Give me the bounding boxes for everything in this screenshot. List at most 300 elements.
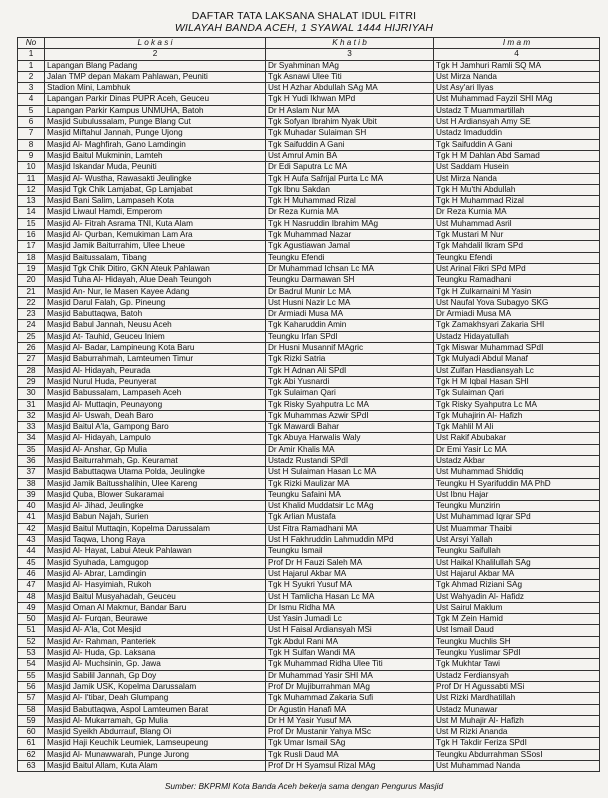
row-number: 39: [18, 489, 45, 500]
khatib-cell: Tgk Muhammad Zakaria Sufi: [266, 693, 434, 704]
row-number: 11: [18, 173, 45, 184]
imam-cell: Teungku H Syarifuddin MA PhD: [434, 478, 600, 489]
lokasi-cell: Masjid Al- Uswah, Deah Baro: [45, 410, 266, 421]
row-number: 53: [18, 648, 45, 659]
table-row: [18, 365, 600, 376]
imam-cell: Tgk H Takdir Feriza SPdI: [434, 738, 600, 749]
imam-cell: Dr Armiadi Musa MA: [434, 309, 600, 320]
row-number: 29: [18, 376, 45, 387]
row-number: 37: [18, 467, 45, 478]
table-row: [18, 580, 600, 591]
khatib-cell: Tgk Asnawi Ulee Titi: [266, 71, 434, 82]
row-number: 30: [18, 388, 45, 399]
source-note: Sumber: BKPRMI Kota Banda Aceh bekerja sama dengan Pengurus Masjid: [164, 781, 444, 791]
khatib-cell: Dr Muhammad Ichsan Lc MA: [266, 263, 434, 274]
imam-cell: Ust Asy'ari Ilyas: [434, 83, 600, 94]
row-number: 56: [18, 681, 45, 692]
row-number: 61: [18, 738, 45, 749]
row-number: 8: [18, 139, 45, 150]
table-row: [18, 83, 600, 94]
khatib-cell: Tgk H Muhammad Rizal: [266, 196, 434, 207]
imam-cell: Ustadz Hidayatullah: [434, 331, 600, 342]
khatib-cell: Ust Amrul Amin BA: [266, 150, 434, 161]
khatib-cell: Tgk Ibnu Sakdan: [266, 184, 434, 195]
imam-cell: Teungku Saifullah: [434, 546, 600, 557]
row-number: 12: [18, 184, 45, 195]
imam-cell: Ust Arsyi Yallah: [434, 535, 600, 546]
table-row: [18, 478, 600, 489]
lokasi-cell: Masjid Liwaul Hamdi, Emperom: [45, 207, 266, 218]
lokasi-cell: Masjid Nurul Huda, Peunyerat: [45, 376, 266, 387]
table-row: [18, 117, 600, 128]
imam-cell: Ust Haikal Khalilullah SAg: [434, 557, 600, 568]
khatib-cell: Tgk Sofyan Ibrahim Nyak Ubit: [266, 117, 434, 128]
table-row: [18, 659, 600, 670]
lokasi-cell: Masjid Al- Anshar, Gp Mulia: [45, 444, 266, 455]
lokasi-cell: Masjid Al- Huda, Gp. Laksana: [45, 648, 266, 659]
row-number: 16: [18, 230, 45, 241]
row-number: 2: [18, 71, 45, 82]
khatib-cell: Dr Armiadi Musa MA: [266, 309, 434, 320]
row-number: 26: [18, 343, 45, 354]
imam-cell: Tgk H Zulkarnaini M Yasin: [434, 286, 600, 297]
table-row: [18, 410, 600, 421]
lokasi-cell: Masjid Darul Falah, Gp. Pineung: [45, 297, 266, 308]
imam-cell: Ust Ibnu Hajar: [434, 489, 600, 500]
imam-cell: Dr Emi Yasir Lc MA: [434, 444, 600, 455]
lokasi-cell: Masjid Jamik USK, Kopelma Darussalam: [45, 681, 266, 692]
table-row: [18, 297, 600, 308]
row-number: 40: [18, 501, 45, 512]
lokasi-cell: Masjid Al- Maghfirah, Gano Lamdingin: [45, 139, 266, 150]
khatib-cell: Tgk Muhammad Ridha Ulee Titi: [266, 659, 434, 670]
header-no: No: [18, 38, 45, 49]
table-row: [18, 320, 600, 331]
table-row: [18, 738, 600, 749]
khatib-cell: Prof Dr H Syamsul Rizal MAg: [266, 761, 434, 772]
lokasi-cell: Masjid Al- Jihad, Jeulingke: [45, 501, 266, 512]
table-row: [18, 399, 600, 410]
imam-cell: Ust Saddam Husein: [434, 162, 600, 173]
imam-cell: Tgk Ahmad Riziani SAg: [434, 580, 600, 591]
imam-cell: Ust Zulfan Hasdiansyah Lc: [434, 365, 600, 376]
lokasi-cell: Lapangan Blang Padang: [45, 60, 266, 71]
imam-cell: Ust Mirza Nanda: [434, 71, 600, 82]
imam-cell: Ust Muhammad Shiddiq: [434, 467, 600, 478]
header-lokasi: L o k a s i: [45, 38, 266, 49]
table-row: [18, 681, 600, 692]
table-row: [18, 275, 600, 286]
imam-cell: Ust Mirza Nanda: [434, 173, 600, 184]
lokasi-cell: Masjid An- Nur, Ie Masen Kayee Adang: [45, 286, 266, 297]
row-number: 49: [18, 602, 45, 613]
imam-cell: Prof Dr H Agussabti MSi: [434, 681, 600, 692]
lokasi-cell: Masjid Al- Mukarramah, Gp Mulia: [45, 715, 266, 726]
imam-cell: Ust Muhammad Nanda: [434, 761, 600, 772]
imam-cell: Ust Muhammad Fayzil SHI MAg: [434, 94, 600, 105]
imam-cell: Tgk Mahdalil Ikram SPd: [434, 241, 600, 252]
row-number: 24: [18, 320, 45, 331]
lokasi-cell: Masjid Tgk Chik Lamjabat, Gp Lamjabat: [45, 184, 266, 195]
khatib-cell: Ust Fitra Ramadhani MA: [266, 523, 434, 534]
table-row: [18, 139, 600, 150]
khatib-cell: Tgk H Sulfan Wandi MA: [266, 648, 434, 659]
document-title: DAFTAR TATA LAKSANA SHALAT IDUL FITRI: [191, 10, 417, 22]
imam-cell: Tgk H M Iqbal Hasan SHI: [434, 376, 600, 387]
row-number: 4: [18, 94, 45, 105]
khatib-cell: Tgk Kaharuddin Amin: [266, 320, 434, 331]
imam-cell: Tgk Sulaiman Qari: [434, 388, 600, 399]
lokasi-cell: Masjid Al- Hayat, Labui Ateuk Pahlawan: [45, 546, 266, 557]
imam-cell: Dr Reza Kurnia MA: [434, 207, 600, 218]
table-row: [18, 422, 600, 433]
khatib-cell: Dr H Aslam Nur MA: [266, 105, 434, 116]
table-row: [18, 388, 600, 399]
row-number: 60: [18, 727, 45, 738]
table-row: [18, 376, 600, 387]
lokasi-cell: Masjid Haji Keuchik Leumiek, Lamseupeung: [45, 738, 266, 749]
imam-cell: Teungku Munzirin: [434, 501, 600, 512]
table-row: [18, 433, 600, 444]
table-row: [18, 444, 600, 455]
imam-cell: Tgk Mahlil M Ali: [434, 422, 600, 433]
row-number: 44: [18, 546, 45, 557]
lokasi-cell: Masjid Al- Munawwarah, Punge Jurong: [45, 749, 266, 760]
imam-cell: Ust Arinal Fikri SPd MPd: [434, 263, 600, 274]
table-row: [18, 512, 600, 523]
row-number: 50: [18, 614, 45, 625]
khatib-cell: Tgk Rizki Satria: [266, 354, 434, 365]
table-row: [18, 715, 600, 726]
row-number: 62: [18, 749, 45, 760]
table-row: [18, 727, 600, 738]
row-number: 3: [18, 83, 45, 94]
khatib-cell: Tgk Risky Syahputra Lc MA: [266, 399, 434, 410]
table-row: [18, 173, 600, 184]
khatib-cell: Tgk Muhammas Azwir SPdI: [266, 410, 434, 421]
row-number: 15: [18, 218, 45, 229]
khatib-cell: Tgk Agustiawan Jamal: [266, 241, 434, 252]
khatib-cell: Prof Dr Mustanir Yahya MSc: [266, 727, 434, 738]
imam-cell: Ust Muhammad Asril: [434, 218, 600, 229]
imam-cell: Ust Wahyadin Al- Hafidz: [434, 591, 600, 602]
row-number: 36: [18, 455, 45, 466]
khatib-cell: Teungku Ismail: [266, 546, 434, 557]
khatib-cell: Ust Khalid Muddatsir Lc MAg: [266, 501, 434, 512]
row-number: 47: [18, 580, 45, 591]
table-row: [18, 71, 600, 82]
khatib-cell: Ust Husni Nazir Lc MA: [266, 297, 434, 308]
lokasi-cell: Masjid Al- A'la, Cot Mesjid: [45, 625, 266, 636]
table-row: [18, 128, 600, 139]
document-subtitle: WILAYAH BANDA ACEH, 1 SYAWAL 1444 HIJRIYAH: [174, 22, 434, 34]
lokasi-cell: Stadion Mini, Lambhuk: [45, 83, 266, 94]
row-number: 57: [18, 693, 45, 704]
row-number: 31: [18, 399, 45, 410]
khatib-cell: Teungku Darmawan SH: [266, 275, 434, 286]
khatib-cell: Prof Dr Mujiburrahman MAg: [266, 681, 434, 692]
imam-cell: Ust Muammar Thaibi: [434, 523, 600, 534]
khatib-cell: Tgk Abuya Harwalis Waly: [266, 433, 434, 444]
row-number: 13: [18, 196, 45, 207]
khatib-cell: Dr Reza Kurnia MA: [266, 207, 434, 218]
table-row: [18, 546, 600, 557]
lokasi-cell: Masjid Al- Hidayah, Peurada: [45, 365, 266, 376]
imam-cell: Ust Naufal Yova Subagyo SKG: [434, 297, 600, 308]
row-number: 59: [18, 715, 45, 726]
row-number: 33: [18, 422, 45, 433]
imam-cell: Ustadz T Muammartillah: [434, 105, 600, 116]
table-row: [18, 704, 600, 715]
table-row: [18, 693, 600, 704]
khatib-cell: Dr Badrul Munir Lc MA: [266, 286, 434, 297]
table-row: [18, 94, 600, 105]
row-number: 54: [18, 659, 45, 670]
table-row: [18, 591, 600, 602]
table-row: [18, 105, 600, 116]
khatib-cell: Ust H Sulaiman Hasan Lc MA: [266, 467, 434, 478]
khatib-cell: Tgk H Aufa Safrijal Purta Lc MA: [266, 173, 434, 184]
lokasi-cell: Masjid Baburrahmah, Lamteumen Timur: [45, 354, 266, 365]
table-row: [18, 523, 600, 534]
lokasi-cell: Masjid Babuttaqwa, Aspol Lamteumen Barat: [45, 704, 266, 715]
column-index-row: [18, 49, 600, 60]
row-number: 18: [18, 252, 45, 263]
table-row: [18, 557, 600, 568]
row-number: 25: [18, 331, 45, 342]
imam-cell: Ustadz Munawar: [434, 704, 600, 715]
khatib-cell: Ustadz Rustandi SPdI: [266, 455, 434, 466]
row-number: 9: [18, 150, 45, 161]
imam-cell: Tgk Saifuddin A Gani: [434, 139, 600, 150]
header-khatib: K h a t i b: [266, 38, 434, 49]
table-row: [18, 761, 600, 772]
lokasi-cell: Masjid Ar- Rahman, Panteriek: [45, 636, 266, 647]
table-row: [18, 489, 600, 500]
row-number: 43: [18, 535, 45, 546]
row-number: 20: [18, 275, 45, 286]
khatib-cell: Ust H Tamlicha Hasan Lc MA: [266, 591, 434, 602]
imam-cell: Teungku Abdurrahman SSosI: [434, 749, 600, 760]
row-number: 22: [18, 297, 45, 308]
table-row: [18, 218, 600, 229]
imam-cell: Ust Sairul Maklum: [434, 602, 600, 613]
table-row: [18, 636, 600, 647]
imam-cell: Ust Rizki Mardhatillah: [434, 693, 600, 704]
lokasi-cell: Lapangan Parkir Kampus UNMUHA, Batoh: [45, 105, 266, 116]
khatib-cell: Dr Agustin Hanafi MA: [266, 704, 434, 715]
row-number: 7: [18, 128, 45, 139]
khatib-cell: Tgk H Yudi Ikhwan MPd: [266, 94, 434, 105]
lokasi-cell: Masjid Tgk Chik Ditiro, GKN Ateuk Pahlawan: [45, 263, 266, 274]
table-row: [18, 354, 600, 365]
row-number: 6: [18, 117, 45, 128]
table-row: [18, 467, 600, 478]
lokasi-cell: Masjid Syuhada, Lamgugop: [45, 557, 266, 568]
table-row: [18, 309, 600, 320]
lokasi-cell: Masjid Al- Hidayah, Lampulo: [45, 433, 266, 444]
imam-cell: Ust Ismail Daud: [434, 625, 600, 636]
khatib-cell: Dr Husni Musannif MAgric: [266, 343, 434, 354]
table-row: [18, 286, 600, 297]
khatib-cell: Teungku Irfan SPdI: [266, 331, 434, 342]
khatib-cell: Teungku Safaini MA: [266, 489, 434, 500]
row-number: 27: [18, 354, 45, 365]
lokasi-cell: Masjid Baiturrahmah, Gp. Keuramat: [45, 455, 266, 466]
lokasi-cell: Masjid Al- Badar, Lampineung Kota Baru: [45, 343, 266, 354]
lokasi-cell: Masjid At- Tauhid, Geuceu Iniem: [45, 331, 266, 342]
khatib-cell: Tgk H Nasruddin Ibrahim MAg: [266, 218, 434, 229]
imam-cell: Teungku Efendi: [434, 252, 600, 263]
lokasi-cell: Masjid Quba, Blower Sukaramai: [45, 489, 266, 500]
row-number: 32: [18, 410, 45, 421]
imam-cell: Tgk Miswar Muhammad SPdI: [434, 343, 600, 354]
table-row: [18, 263, 600, 274]
row-number: 63: [18, 761, 45, 772]
imam-cell: Teungku Yuslimar SPdI: [434, 648, 600, 659]
khatib-cell: Teungku Efendi: [266, 252, 434, 263]
khatib-cell: Tgk Muhadar Sulaiman SH: [266, 128, 434, 139]
lokasi-cell: Masjid Sabilil Jannah, Gp Doy: [45, 670, 266, 681]
lokasi-cell: Masjid Baitul Musyahadah, Geuceu: [45, 591, 266, 602]
imam-cell: Tgk Mukhtar Tawi: [434, 659, 600, 670]
row-number: 34: [18, 433, 45, 444]
khatib-cell: Tgk Saifuddin A Gani: [266, 139, 434, 150]
row-number: 51: [18, 625, 45, 636]
imam-cell: Tgk Zamakhsyari Zakaria SHI: [434, 320, 600, 331]
khatib-cell: Tgk H Syukri Yusuf MA: [266, 580, 434, 591]
column-index: 4: [434, 49, 600, 60]
row-number: 1: [18, 60, 45, 71]
imam-cell: Tgk M Zein Hamid: [434, 614, 600, 625]
khatib-cell: Dr H M Yasir Yusuf MA: [266, 715, 434, 726]
row-number: 42: [18, 523, 45, 534]
imam-cell: Ust M Muhajir Al- Hafizh: [434, 715, 600, 726]
imam-cell: Tgk H M Dahlan Abd Samad: [434, 150, 600, 161]
imam-cell: Ust Muhammad Iqrar SPd: [434, 512, 600, 523]
table-row: [18, 184, 600, 195]
lokasi-cell: Masjid Al- Qurban, Kemukiman Lam Ara: [45, 230, 266, 241]
khatib-cell: Tgk Sulaiman Qari: [266, 388, 434, 399]
imam-cell: Tgk H Jamhuri Ramli SQ MA: [434, 60, 600, 71]
table-row: [18, 602, 600, 613]
lokasi-cell: Masjid Al- Fitrah Asrama TNI, Kuta Alam: [45, 218, 266, 229]
imam-cell: Tgk H Mu'thi Abdullah: [434, 184, 600, 195]
row-number: 28: [18, 365, 45, 376]
column-index: 3: [266, 49, 434, 60]
table-row: [18, 162, 600, 173]
khatib-cell: Ust Yasin Jumadi Lc: [266, 614, 434, 625]
lokasi-cell: Masjid Al- Wustha, Rawasakti Jeulingke: [45, 173, 266, 184]
khatib-cell: Prof Dr H Fauzi Saleh MA: [266, 557, 434, 568]
lokasi-cell: Masjid Baitul Muttaqin, Kopelma Darussalam: [45, 523, 266, 534]
khatib-cell: Ust H Azhar Abdullah SAg MA: [266, 83, 434, 94]
khatib-cell: Tgk H Adnan Ali SPdI: [266, 365, 434, 376]
table-row: [18, 535, 600, 546]
table-row: [18, 455, 600, 466]
lokasi-cell: Masjid Baitul Mukminin, Lamteh: [45, 150, 266, 161]
imam-cell: Tgk Risky Syahputra Lc MA: [434, 399, 600, 410]
row-number: 45: [18, 557, 45, 568]
khatib-cell: Tgk Rusli Daud MA: [266, 749, 434, 760]
khatib-cell: Ust H Faisal Ardiansyah MSi: [266, 625, 434, 636]
lokasi-cell: Lapangan Parkir Dinas PUPR Aceh, Geuceu: [45, 94, 266, 105]
table-row: [18, 207, 600, 218]
header-imam: I m a m: [434, 38, 600, 49]
table-row: [18, 241, 600, 252]
khatib-cell: Tgk Rizki Maulizar MA: [266, 478, 434, 489]
table-row: [18, 252, 600, 263]
lokasi-cell: Jalan TMP depan Makam Pahlawan, Peuniti: [45, 71, 266, 82]
row-number: 55: [18, 670, 45, 681]
imam-cell: Tgk Muhajirin Al- Hafizh: [434, 410, 600, 421]
khatib-cell: Dr Ismu Ridha MA: [266, 602, 434, 613]
khatib-cell: Tgk Umar Ismail SAg: [266, 738, 434, 749]
lokasi-cell: Masjid Babuttaqwa Utama Polda, Jeulingke: [45, 467, 266, 478]
imam-cell: Teungku Ramadhani: [434, 275, 600, 286]
row-number: 52: [18, 636, 45, 647]
imam-cell: Tgk Mulyadi Abdul Manaf: [434, 354, 600, 365]
imam-cell: Ust H Ardiansyah Amy SE: [434, 117, 600, 128]
row-number: 35: [18, 444, 45, 455]
khatib-cell: Tgk Abdul Rani MA: [266, 636, 434, 647]
row-number: 41: [18, 512, 45, 523]
lokasi-cell: Masjid Jamik Baiturrahim, Ulee Lheue: [45, 241, 266, 252]
lokasi-cell: Masjid Taqwa, Lhong Raya: [45, 535, 266, 546]
lokasi-cell: Masjid Al- Muchsinin, Gp. Jawa: [45, 659, 266, 670]
table-row: [18, 749, 600, 760]
row-number: 23: [18, 309, 45, 320]
imam-cell: Teungku Muchlis SH: [434, 636, 600, 647]
khatib-cell: Tgk Muhammad Nazar: [266, 230, 434, 241]
lokasi-cell: Masjid Miftahul Jannah, Punge Ujong: [45, 128, 266, 139]
lokasi-cell: Masjid Al- Furqan, Beurawe: [45, 614, 266, 625]
imam-cell: Ustadz Akbar: [434, 455, 600, 466]
khatib-cell: Tgk Abi Yusnardi: [266, 376, 434, 387]
table-row: [18, 60, 600, 71]
row-number: 46: [18, 568, 45, 579]
imam-cell: Tgk Mustari M Nur: [434, 230, 600, 241]
lokasi-cell: Masjid Baitussalam, Tibang: [45, 252, 266, 263]
lokasi-cell: Masjid Syeikh Abdurrauf, Blang Oi: [45, 727, 266, 738]
column-index: 1: [18, 49, 45, 60]
lokasi-cell: Masjid Babun Najah, Surien: [45, 512, 266, 523]
imam-cell: Ust Rakif Abubakar: [434, 433, 600, 444]
imam-cell: Ustadz Imaduddin: [434, 128, 600, 139]
lokasi-cell: Masjid Bani Salim, Lampaseh Kota: [45, 196, 266, 207]
imam-cell: Ust Hajarul Akbar MA: [434, 568, 600, 579]
lokasi-cell: Masjid Tuha Al- Hidayah, Alue Deah Teungoh: [45, 275, 266, 286]
row-number: 19: [18, 263, 45, 274]
row-number: 38: [18, 478, 45, 489]
column-index: 2: [45, 49, 266, 60]
table-row: [18, 614, 600, 625]
table-row: [18, 150, 600, 161]
lokasi-cell: Masjid Subulussalam, Punge Blang Cut: [45, 117, 266, 128]
table-row: [18, 568, 600, 579]
row-number: 48: [18, 591, 45, 602]
table-row: [18, 331, 600, 342]
khatib-cell: Dr Amir Khalis MA: [266, 444, 434, 455]
table-row: [18, 230, 600, 241]
lokasi-cell: Masjid Al- Abrar, Lamdingin: [45, 568, 266, 579]
lokasi-cell: Masjid Jamik Baitusshalihin, Ulee Kareng: [45, 478, 266, 489]
row-number: 5: [18, 105, 45, 116]
lokasi-cell: Masjid Babuttaqwa, Batoh: [45, 309, 266, 320]
lokasi-cell: Masjid Babul Jannah, Neusu Aceh: [45, 320, 266, 331]
schedule-table: [17, 37, 600, 772]
table-row: [18, 670, 600, 681]
